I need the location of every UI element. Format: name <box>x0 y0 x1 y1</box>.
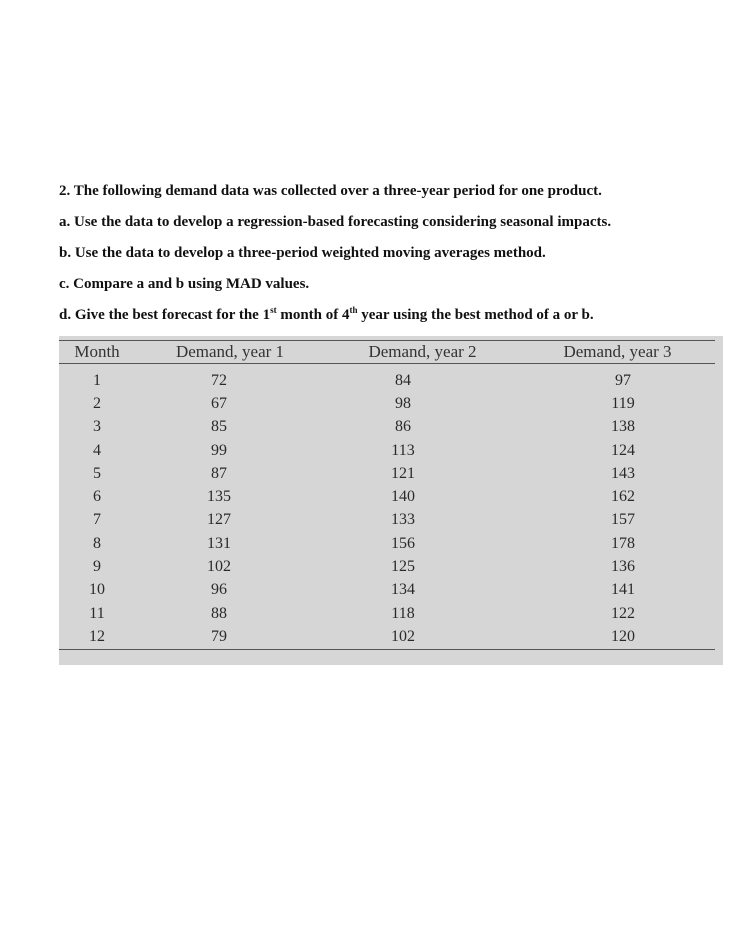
cell-month: 12 <box>89 627 105 645</box>
cell-demand-year-3: 143 <box>611 464 635 482</box>
cell-month-wrap <box>59 439 135 462</box>
cell-demand-year-1-wrap <box>135 392 325 415</box>
cell-demand-year-3-wrap <box>520 579 715 602</box>
cell-demand-year-3-wrap <box>520 439 715 462</box>
cell-demand-year-3: 141 <box>611 581 635 599</box>
cell-month: 1 <box>93 371 101 389</box>
table-row <box>59 364 715 393</box>
question-d-text-2: month of 4 <box>276 307 350 323</box>
cell-month-wrap <box>59 625 135 649</box>
cell-demand-year-1-wrap <box>135 625 325 649</box>
table-row <box>59 532 715 555</box>
cell-demand-year-2-wrap <box>325 509 520 532</box>
cell-demand-year-1-wrap <box>135 416 325 439</box>
cell-month-wrap <box>59 509 135 532</box>
cell-demand-year-2-wrap <box>325 602 520 625</box>
header-demand-year-3: Demand, year 3 <box>520 341 715 364</box>
cell-month: 2 <box>93 394 101 412</box>
cell-demand-year-3: 120 <box>611 627 635 645</box>
cell-demand-year-1: 88 <box>211 604 227 622</box>
cell-demand-year-2: 102 <box>391 627 415 645</box>
cell-month-wrap <box>59 462 135 485</box>
cell-month: 3 <box>93 418 101 436</box>
cell-demand-year-3-wrap <box>520 364 715 393</box>
header-demand-year-1: Demand, year 1 <box>135 341 325 364</box>
table-row <box>59 509 715 532</box>
table-row <box>59 555 715 578</box>
cell-demand-year-2-wrap <box>325 532 520 555</box>
cell-demand-year-3-wrap <box>520 416 715 439</box>
cell-demand-year-2: 140 <box>391 488 415 506</box>
cell-demand-year-2: 113 <box>391 441 415 459</box>
table-row <box>59 462 715 485</box>
cell-month: 10 <box>89 581 105 599</box>
cell-demand-year-2-wrap <box>325 579 520 602</box>
cell-demand-year-2-wrap <box>325 416 520 439</box>
cell-demand-year-3: 162 <box>611 488 635 506</box>
question-part-b: b. Use the data to develop a three-period weighted moving averages method. <box>59 245 546 261</box>
cell-demand-year-1-wrap <box>135 462 325 485</box>
cell-month: 7 <box>93 511 101 529</box>
question-d-superscript-2: th <box>349 305 358 315</box>
table-row <box>59 579 715 602</box>
cell-month-wrap <box>59 392 135 415</box>
table-row <box>59 602 715 625</box>
table-row <box>59 439 715 462</box>
cell-demand-year-1: 127 <box>207 511 231 529</box>
table-row <box>59 416 715 439</box>
cell-demand-year-2: 133 <box>391 511 415 529</box>
cell-demand-year-1: 87 <box>211 464 227 482</box>
cell-month-wrap <box>59 416 135 439</box>
cell-demand-year-3: 136 <box>611 558 635 576</box>
cell-month: 11 <box>89 604 105 622</box>
cell-demand-year-1-wrap <box>135 439 325 462</box>
cell-demand-year-2: 134 <box>391 581 415 599</box>
cell-demand-year-2-wrap <box>325 439 520 462</box>
cell-demand-year-1: 67 <box>211 394 227 412</box>
question-d-text-1: d. Give the best forecast for the 1 <box>59 307 271 323</box>
header-month: Month <box>59 341 135 364</box>
cell-demand-year-3: 122 <box>611 604 635 622</box>
cell-month: 5 <box>93 464 101 482</box>
cell-demand-year-2-wrap <box>325 462 520 485</box>
cell-month-wrap <box>59 602 135 625</box>
cell-demand-year-1-wrap <box>135 602 325 625</box>
cell-demand-year-2: 156 <box>391 534 415 552</box>
cell-month-wrap <box>59 485 135 508</box>
cell-month-wrap <box>59 579 135 602</box>
cell-demand-year-1-wrap <box>135 579 325 602</box>
cell-month: 6 <box>93 488 101 506</box>
cell-demand-year-1: 131 <box>207 534 231 552</box>
cell-demand-year-1-wrap <box>135 532 325 555</box>
cell-demand-year-3-wrap <box>520 625 715 649</box>
cell-demand-year-1-wrap <box>135 555 325 578</box>
cell-demand-year-1-wrap <box>135 485 325 508</box>
cell-demand-year-1: 79 <box>211 627 227 645</box>
table-row <box>59 625 715 649</box>
question-part-c: c. Compare a and b using MAD values. <box>59 276 310 292</box>
table-row <box>59 392 715 415</box>
header-demand-year-2: Demand, year 2 <box>325 341 520 364</box>
cell-demand-year-1: 85 <box>211 418 227 436</box>
cell-demand-year-2: 98 <box>395 394 411 412</box>
demand-table <box>59 340 715 650</box>
question-part-a: a. Use the data to develop a regression-based forecasting considering seasonal impacts. <box>59 214 612 230</box>
question-d-text-3: year using the best method of a or b. <box>357 307 594 323</box>
table-row <box>59 485 715 508</box>
cell-demand-year-2: 118 <box>391 604 415 622</box>
cell-demand-year-1: 96 <box>211 581 227 599</box>
cell-demand-year-3-wrap <box>520 602 715 625</box>
cell-demand-year-3: 178 <box>611 534 635 552</box>
cell-demand-year-3-wrap <box>520 509 715 532</box>
cell-month: 9 <box>93 558 101 576</box>
cell-demand-year-3: 119 <box>611 394 635 412</box>
cell-month-wrap <box>59 364 135 393</box>
question-part-d <box>59 305 739 325</box>
cell-demand-year-3: 138 <box>611 418 635 436</box>
cell-demand-year-3-wrap <box>520 462 715 485</box>
cell-demand-year-1-wrap <box>135 364 325 393</box>
cell-month-wrap <box>59 555 135 578</box>
cell-month: 8 <box>93 534 101 552</box>
cell-demand-year-1: 135 <box>207 488 231 506</box>
question-2-intro: 2. The following demand data was collected over a three-year period for one product. <box>59 183 602 199</box>
cell-demand-year-3: 157 <box>611 511 635 529</box>
cell-demand-year-2: 121 <box>391 464 415 482</box>
cell-demand-year-1-wrap <box>135 509 325 532</box>
cell-demand-year-1: 72 <box>211 371 227 389</box>
cell-demand-year-1: 102 <box>207 558 231 576</box>
demand-table-image <box>59 336 723 665</box>
cell-demand-year-3-wrap <box>520 392 715 415</box>
cell-demand-year-2: 125 <box>391 558 415 576</box>
cell-demand-year-2: 86 <box>395 418 411 436</box>
cell-demand-year-2-wrap <box>325 555 520 578</box>
cell-demand-year-2-wrap <box>325 625 520 649</box>
table-body <box>59 364 715 650</box>
cell-demand-year-3-wrap <box>520 555 715 578</box>
cell-demand-year-2-wrap <box>325 364 520 393</box>
cell-demand-year-3: 124 <box>611 441 635 459</box>
cell-demand-year-2-wrap <box>325 392 520 415</box>
cell-demand-year-1: 99 <box>211 441 227 459</box>
cell-month: 4 <box>93 441 101 459</box>
problem-statement <box>59 181 739 336</box>
cell-demand-year-3: 97 <box>615 371 631 389</box>
cell-demand-year-3-wrap <box>520 485 715 508</box>
question-d-superscript-1: st <box>270 305 277 315</box>
cell-demand-year-3-wrap <box>520 532 715 555</box>
table-header-row <box>59 341 715 364</box>
cell-demand-year-2: 84 <box>395 371 411 389</box>
cell-month-wrap <box>59 532 135 555</box>
cell-demand-year-2-wrap <box>325 485 520 508</box>
